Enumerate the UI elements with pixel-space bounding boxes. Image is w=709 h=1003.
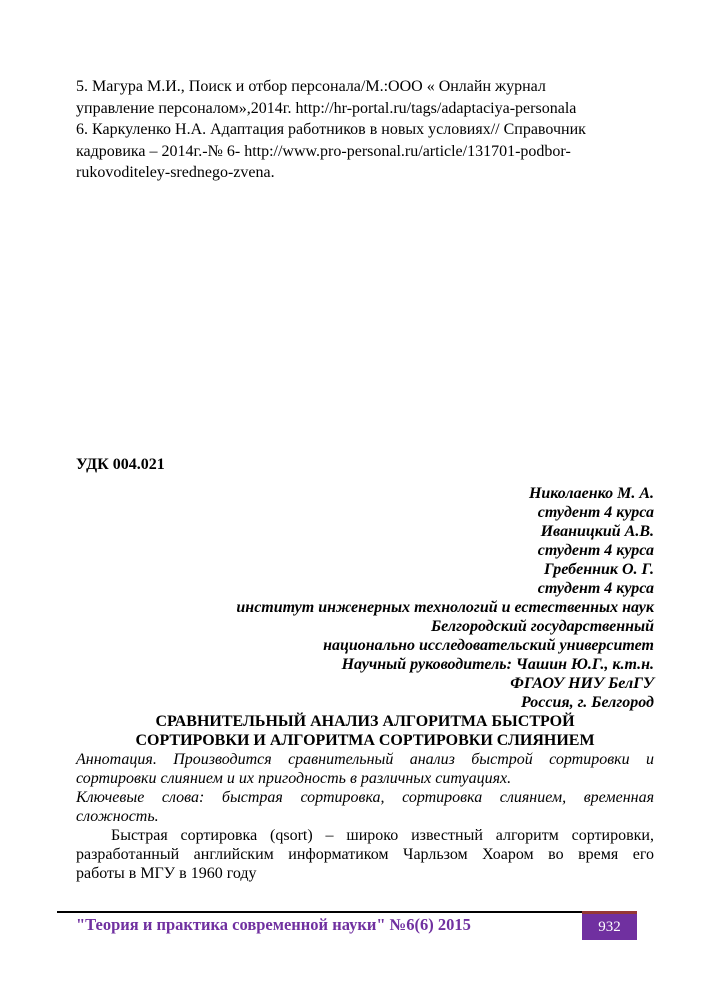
author-line: студент 4 курса bbox=[537, 504, 654, 521]
author-line: Научный руководитель: Чашин Ю.Г., к.т.н. bbox=[341, 656, 654, 673]
body-paragraph bbox=[76, 826, 654, 883]
reference-line: 5. Магура М.И., Поиск и отбор персонала/М.:ООО « Онлайн журнал bbox=[76, 78, 546, 95]
article-title bbox=[76, 712, 654, 750]
author-line: Гребенник О. Г. bbox=[544, 561, 654, 578]
author-line: студент 4 курса bbox=[537, 542, 654, 559]
article-block bbox=[76, 455, 654, 883]
title-line: СРАВНИТЕЛЬНЫЙ АНАЛИЗ АЛГОРИТМА БЫСТРОЙ bbox=[155, 713, 575, 730]
journal-title: "Теория и практика современной науки" №6(6) 2015 bbox=[76, 915, 471, 934]
reference-line: 6. Каркуленко Н.А. Адаптация работников в новых условиях// Справочник bbox=[76, 121, 586, 138]
abstract-block bbox=[76, 750, 654, 826]
author-line: студент 4 курса bbox=[537, 580, 654, 597]
author-line: Иваницкий А.В. bbox=[540, 523, 654, 540]
author-line: Николаенко М. А. bbox=[528, 485, 654, 502]
body-line: Быстрая сортировка (qsort) – широко известный алгоритм сортировки, bbox=[111, 827, 654, 844]
page-number: 932 bbox=[598, 919, 621, 935]
footer-rule bbox=[57, 911, 582, 913]
abstract-line: Ключевые слова: быстрая сортировка, сортировка слиянием, временная bbox=[76, 789, 654, 806]
udc-label: УДК 004.021 bbox=[76, 456, 165, 473]
authors-block bbox=[76, 484, 654, 712]
reference-line: управление персоналом»,2014г. http://hr-portal.ru/tags/adaptaciya-personala bbox=[76, 99, 577, 117]
page-number-badge bbox=[582, 911, 637, 940]
abstract-line: сортировки слиянием и их пригодность в различных ситуациях. bbox=[76, 770, 512, 787]
abstract-line: Аннотация. Производится сравнительный анализ быстрой сортировки и bbox=[76, 751, 654, 768]
body-line: работы в МГУ в 1960 году bbox=[76, 865, 257, 882]
author-line: Россия, г. Белгород bbox=[521, 694, 654, 711]
title-line: СОРТИРОВКИ И АЛГОРИТМА СОРТИРОВКИ СЛИЯНИЕМ bbox=[135, 732, 595, 749]
author-line: институт инженерных технологий и естественных наук bbox=[236, 599, 654, 616]
author-line: национально исследовательский университет bbox=[323, 637, 654, 654]
abstract-line: сложность. bbox=[76, 808, 159, 825]
reference-line: кадровика – 2014г.-№ 6- http://www.pro-personal.ru/article/131701-podbor- bbox=[76, 142, 571, 160]
author-line: ФГАОУ НИУ БелГУ bbox=[510, 675, 654, 692]
body-line: разработанный английским информатиком Чарльзом Хоаром во время его bbox=[76, 846, 654, 863]
reference-line: rukovoditeley-srednego-zvena. bbox=[76, 164, 275, 181]
author-line: Белгородский государственный bbox=[431, 618, 654, 635]
references-block bbox=[76, 76, 654, 184]
